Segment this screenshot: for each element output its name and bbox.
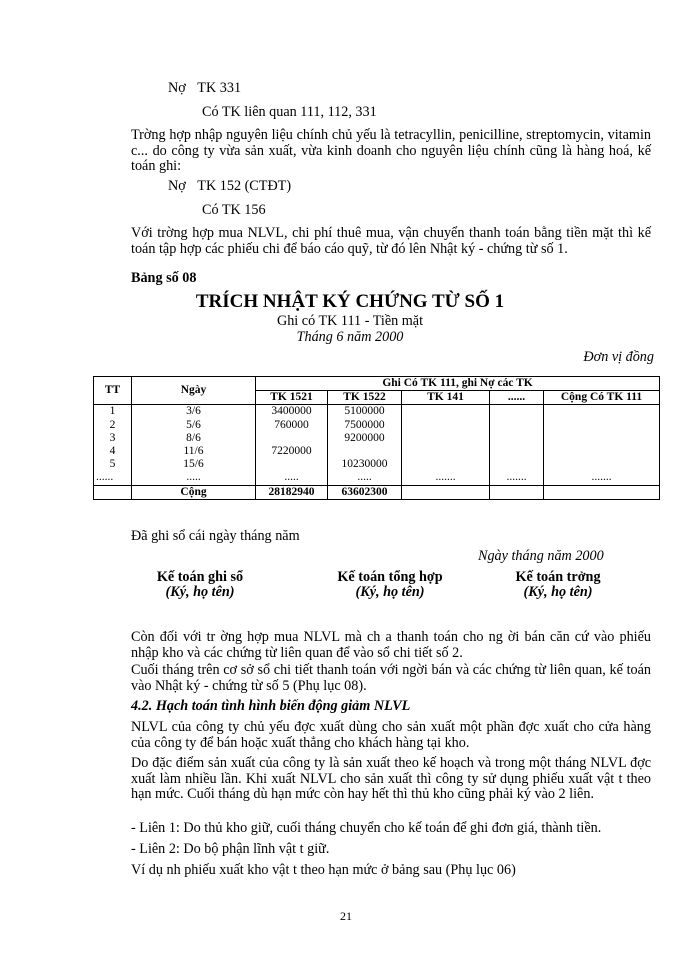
paragraph-text: Cuối tháng trên cơ sở sổ chi tiết thanh toán với ngời bán và các chứng từ liên quan, kế toán vào Nhật ký - chứng từ số 5 (Phụ lục 08). (131, 662, 651, 694)
paragraph-tetracyllin (131, 128, 651, 175)
signature-title: Kế toán trởng (515, 569, 601, 585)
cell-tk141 (402, 458, 490, 471)
cell-date: Cộng (132, 485, 256, 499)
paragraph-text: Với trờng hợp mua NLVL, chi phí thuê mua, vận chuyển thanh toán bằng tiền mặt thì kế toán tập hợp các phiếu chi để báo cáo quỹ, từ đó lên Nhật ký - chứng từ số 1. (131, 225, 651, 257)
cell-date: 15/6 (132, 458, 256, 471)
cell-tk1522: 7500000 (328, 419, 402, 432)
paragraph-text: Còn đối với tr ờng hợp mua NLVL mà ch a thanh toán cho ng ời bán căn cứ vào phiếu nhập kho và các chứng từ liên quan để vào sổ chi tiết số 2. (131, 629, 651, 661)
table-row (94, 445, 660, 458)
cell-tk1522: 9200000 (328, 432, 402, 445)
debit-account: TK 152 (CTĐT) (197, 178, 292, 194)
lien-2: - Liên 2: Do bộ phận lĩnh vật t giữ. (131, 841, 330, 857)
cell-tt: 2 (94, 419, 132, 432)
cell-tt (94, 485, 132, 499)
cell-other (490, 445, 544, 458)
cell-tt: 5 (94, 458, 132, 471)
header-tk141: TK 141 (402, 391, 490, 405)
lien-1: - Liên 1: Do thủ kho giữ, cuối tháng chuyển cho kế toán để ghi đơn giá, thành tiền. (131, 820, 602, 836)
unit-label: Đơn vị đồng (583, 349, 654, 365)
example-line: Ví dụ nh phiếu xuất kho vật t theo hạn mức ở bảng sau (Phụ lục 06) (131, 862, 516, 878)
entry-co-331: Có TK liên quan 111, 112, 331 (202, 104, 377, 120)
signature-bookkeeper (100, 570, 300, 600)
journal-period: Tháng 6 năm 2000 (296, 329, 404, 345)
signature-note: (Ký, họ tên) (165, 584, 235, 600)
cell-other: ....... (490, 471, 544, 485)
debit-label: Nợ (168, 80, 186, 96)
date-line: Ngày tháng năm 2000 (478, 548, 604, 564)
entry-co-156: Có TK 156 (202, 202, 266, 218)
cell-other (490, 432, 544, 445)
cell-total (544, 405, 660, 419)
section-heading: 4.2. Hạch toán tình hình biến động giảm NLVL (131, 698, 411, 714)
journal-title: TRÍCH NHẬT KÝ CHỨNG TỪ SỐ 1 (195, 291, 505, 312)
cell-total (544, 419, 660, 432)
signature-note: (Ký, họ tên) (523, 584, 593, 600)
paragraph-text: Do đặc điểm sản xuất của công ty là sản xuất theo kế hoạch và trong một tháng NLVL đợc xuất làm nhiều lần. Khi xuất NLVL cho sản xuất thì công ty sử dụng phiếu xuất vật t theo hạn mức. Cuối tháng dù hạn mức còn hay hết thì thủ kho cũng phải ký vào 2 liên. (131, 755, 651, 802)
cell-total (544, 445, 660, 458)
table-row (94, 432, 660, 445)
cell-tk1521: 760000 (256, 419, 328, 432)
journal-table (93, 376, 660, 500)
paragraph-cash-purchase (131, 226, 651, 257)
cell-tt: 3 (94, 432, 132, 445)
cell-total (544, 432, 660, 445)
signature-title: Kế toán tổng hợp (337, 569, 443, 585)
cell-tk1521: 7220000 (256, 445, 328, 458)
paragraph-text: Trờng hợp nhập nguyên liệu chính chủ yếu là tetracyllin, penicilline, streptomycin, vitamin c... do công ty vừa sản xuất, vừa kinh doanh cho nguyên liệu chính cũng là hàng hoá, kế toán ghi: (131, 127, 651, 174)
cell-tk1521 (256, 432, 328, 445)
table-total-row (94, 485, 660, 499)
header-tk1521: TK 1521 (256, 391, 328, 405)
cell-tk1522: 5100000 (328, 405, 402, 419)
cell-date: 5/6 (132, 419, 256, 432)
cell-tk1521: 3400000 (256, 405, 328, 419)
cell-date: ..... (132, 471, 256, 485)
header-total-credit: Cộng Có TK 111 (544, 391, 660, 405)
cell-tk1521: ..... (256, 471, 328, 485)
signature-title: Kế toán ghi sổ (156, 569, 244, 585)
cell-other (490, 485, 544, 499)
cell-other (490, 419, 544, 432)
cell-tk1522: ..... (328, 471, 402, 485)
header-date: Ngày (132, 377, 256, 405)
cell-tk1522: 63602300 (328, 485, 402, 499)
paragraph-unpaid-purchase (131, 630, 651, 661)
cell-tk1521 (256, 458, 328, 471)
cell-tk1522: 10230000 (328, 458, 402, 471)
cell-date: 11/6 (132, 445, 256, 458)
cell-tk141 (402, 419, 490, 432)
cell-tk141 (402, 432, 490, 445)
paragraph-production (131, 756, 651, 803)
page-number: 21 (340, 909, 352, 923)
cell-tt: 1 (94, 405, 132, 419)
cell-tk1522 (328, 445, 402, 458)
cell-date: 8/6 (132, 432, 256, 445)
journal-subtitle: Ghi có TK 111 - Tiền mặt (276, 313, 424, 329)
table-row (94, 471, 660, 485)
signature-note: (Ký, họ tên) (355, 584, 425, 600)
cell-tt: ...... (94, 471, 132, 485)
paragraph-nlvl-usage (131, 720, 651, 751)
signature-chief-accountant (458, 570, 658, 600)
header-tk1522: TK 1522 (328, 391, 402, 405)
header-other: ...... (490, 391, 544, 405)
header-tt: TT (94, 377, 132, 405)
cell-tk141: ....... (402, 471, 490, 485)
cell-total (544, 458, 660, 471)
entry-no-152 (168, 178, 291, 195)
cell-date: 3/6 (132, 405, 256, 419)
cell-total: ....... (544, 471, 660, 485)
entry-no-331 (168, 80, 241, 97)
cell-tk141 (402, 485, 490, 499)
table-number: Bảng số 08 (131, 270, 197, 286)
table-row (94, 405, 660, 419)
cell-tk141 (402, 405, 490, 419)
recorded-line: Đã ghi sổ cái ngày tháng năm (131, 528, 300, 544)
cell-other (490, 458, 544, 471)
debit-label: Nợ (168, 178, 186, 194)
cell-other (490, 405, 544, 419)
cell-tk141 (402, 445, 490, 458)
cell-tk1521: 28182940 (256, 485, 328, 499)
debit-account: TK 331 (197, 80, 242, 96)
cell-total (544, 485, 660, 499)
cell-tt: 4 (94, 445, 132, 458)
paragraph-month-end (131, 663, 651, 694)
table-row (94, 419, 660, 432)
paragraph-text: NLVL của công ty chủ yếu đợc xuất dùng cho sản xuất một phần đợc xuất cho cửa hàng của công ty để bán hoặc xuất thẳng cho khách hàng tại kho. (131, 719, 651, 751)
table-row (94, 458, 660, 471)
header-group: Ghi Có TK 111, ghi Nợ các TK (256, 377, 660, 391)
